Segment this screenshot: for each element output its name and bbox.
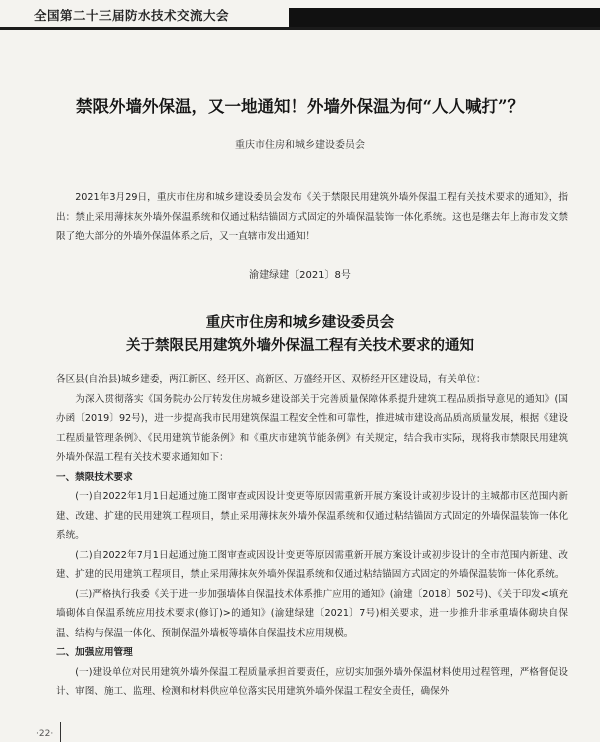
intro-text: 2021年3月29日，重庆市住房和城乡建设委员会发布《关于禁限民用建筑外墙外保温工程有关技术要求的通知》，指出：禁止采用薄抹灰外墙外保温系统和仅通过粘结锚固方式固定的外墙保温装饰一体化系统。这也是继去年上海市发文禁限了绝大部分的外墙外保温体系之后，又一直辖市发出通知！ [56, 192, 568, 242]
notice-title-line1: 重庆市住房和城乡建设委员会 [205, 315, 395, 331]
section-heading-2: 二、加强应用管理 [56, 647, 133, 658]
footer-rule [60, 722, 61, 742]
clause-4: (一)建设单位对民用建筑外墙外保温工程质量承担首要责任，应切实加强外墙外保温材料使用过程管理，严格督促设计、审图、施工、监理、检测和材料供应单位落实民用建筑外墙外保温工程安全责任，确保外 [56, 666, 568, 697]
clause-2: (二)自2022年7月1日起通过施工图审查或因设计变更等原因需重新开展方案设计或初步设计的全市范围内新建、改建、扩建的民用建筑工程项目，禁止采用薄抹灰外墙外保温系统和仅通过粘结锚固方式固定的外墙保温装饰一体化系统。 [56, 549, 568, 580]
notice-body [56, 370, 568, 702]
page-number: ·22· [36, 729, 54, 739]
page-title: 禁限外墙外保温，又一地通知！外墙外保温为何“人人喊打”？ [76, 97, 524, 116]
header-black-bar [289, 8, 600, 28]
preamble: 为深入贯彻落实《国务院办公厅转发住房城乡建设部关于完善质量保障体系提升建筑工程品质指导意见的通知》(国办函〔2019〕92号)，进一步提高我市民用建筑保温工程安全性和可靠性，推进城市建设高品质高质量发展，根据《建设工程质量管理条例》、《民用建筑节能条例》和《重庆市建筑节能条例》有关规定，结合我市实际，现将我市禁限民用建筑外墙外保温工程有关技术要求通知如下： [56, 393, 568, 463]
notice-title-line2: 关于禁限民用建筑外墙外保温工程有关技术要求的通知 [126, 338, 474, 354]
clause-3: (三)严格执行我委《关于进一步加强墙体自保温技术体系推广应用的通知》(渝建〔2018〕502号)、《关于印发<填充墙砌体自保温系统应用技术要求(修订)>的通知》(渝建绿建〔2021〕7号)相关要求，进一步推升非承重墙体砌块自保温、结构与保温一体化、预制保温外墙板等墙体自保温技术应用规模。 [56, 588, 568, 639]
running-header: 全国第二十三届防水技术交流大会 [34, 8, 230, 23]
document-number: 渝建绿建〔2021〕8号 [249, 270, 351, 281]
addressee: 各区县(自治县)城乡建委，两江新区、经开区、高新区、万盛经开区、双桥经开区建设局，有关单位： [56, 374, 486, 385]
intro-paragraph [56, 188, 568, 247]
section-heading-1: 一、禁限技术要求 [56, 471, 133, 483]
header-rule [0, 27, 600, 30]
byline: 重庆市住房和城乡建设委员会 [235, 140, 365, 151]
clause-1: (一)自2022年1月1日起通过施工图审查或因设计变更等原因需重新开展方案设计或初步设计的主城都市区范围内新建、改建、扩建的民用建筑工程项目，禁止采用薄抹灰外墙外保温系统和仅通过粘结锚固方式固定的外墙保温装饰一体化系统。 [56, 491, 568, 541]
